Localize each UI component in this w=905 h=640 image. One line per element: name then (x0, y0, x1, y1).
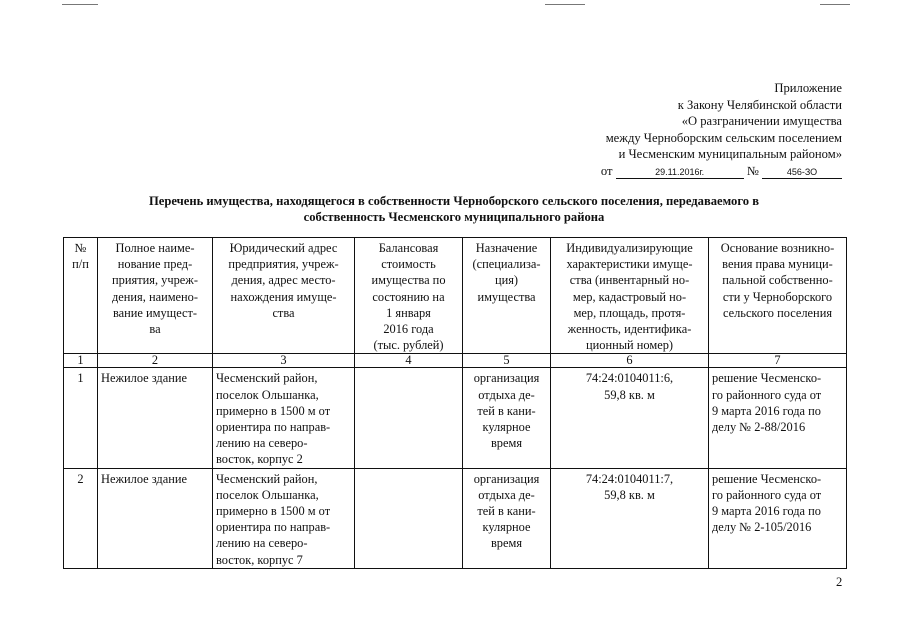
header-cell-characteristics: Индивидуализирующие характеристики имуще- ства (инвентарный но- мер, кадастровый но- мер, площадь, протя- женность, идентифика- ционный номер) (551, 238, 709, 354)
header-cell-number: № п/п (64, 238, 98, 354)
document-title: Перечень имущества, находящегося в собственности Черноборского сельского поселения, передаваемого в собственность Чесменского муниципального района (148, 194, 760, 224)
appendix-line: к Закону Челябинской области (677, 97, 842, 112)
row-name-cell: Нежилое здание (98, 468, 213, 568)
header-cell-name: Полное наиме- нование пред- приятия, учреж- дения, наимено- вание имущест- ва (98, 238, 213, 354)
header-cell-value: Балансовая стоимость имущества по состоянию на 1 января 2016 года (тыс. рублей) (355, 238, 463, 354)
header-cell-address: Юридический адрес предприятия, учреж- дения, адрес место- нахождения имуще- ства (213, 238, 355, 354)
header-cell-purpose: Назначение (специализа- ция) имущества (463, 238, 551, 354)
header-cell-basis: Основание возникно- вения права муници- пальной собственно- сти у Черноборского сельского поселения (709, 238, 847, 354)
row-basis-cell: решение Чесменско- го районного суда от 9 марта 2016 года по делу № 2-105/2016 (709, 468, 847, 568)
row-purpose-cell: организация отдыха де- тей в кани- кулярное время (463, 368, 551, 468)
law-date: 29.11.2016г. (616, 166, 744, 179)
row-name-cell: Нежилое здание (98, 368, 213, 468)
row-number-cell: 2 (64, 468, 98, 568)
row-address-cell: Чесменский район, поселок Ольшанка, примерно в 1500 м от ориентира по направ- лению на северо- восток, корпус 7 (213, 468, 355, 568)
column-number-cell: 3 (213, 354, 355, 368)
number-prefix: № (746, 163, 759, 178)
table-row (64, 468, 847, 568)
column-number-cell: 4 (355, 354, 463, 368)
row-number-cell: 1 (64, 368, 98, 468)
table-row (64, 368, 847, 468)
column-number-cell: 5 (463, 354, 551, 368)
appendix-line: Приложение (774, 81, 842, 95)
column-number-row (64, 354, 847, 368)
row-address-cell: Чесменский район, поселок Ольшанка, примерно в 1500 м от ориентира по направ- лению на северо- восток, корпус 2 (213, 368, 355, 468)
column-number-cell: 1 (64, 354, 98, 368)
law-number: 456-ЗО (762, 166, 842, 179)
appendix-line: «О разграничении имущества (681, 114, 842, 128)
appendix-line: между Черноборским сельским поселением (605, 130, 842, 145)
table-header-row (64, 238, 847, 354)
scan-artifact-line (545, 4, 585, 5)
page-number: 2 (836, 575, 843, 589)
row-purpose-cell: организация отдыха де- тей в кани- кулярное время (463, 468, 551, 568)
column-number-cell: 6 (551, 354, 709, 368)
column-number-cell: 7 (709, 354, 847, 368)
row-value-cell (355, 368, 463, 468)
row-basis-cell: решение Чесменско- го районного суда от 9 марта 2016 года по делу № 2-88/2016 (709, 368, 847, 468)
row-value-cell (355, 468, 463, 568)
property-table (63, 237, 847, 569)
row-characteristics-cell: 74:24:0104011:6, 59,8 кв. м (551, 368, 709, 468)
scan-artifact-line (62, 4, 98, 5)
column-number-cell: 2 (98, 354, 213, 368)
row-characteristics-cell: 74:24:0104011:7, 59,8 кв. м (551, 468, 709, 568)
date-prefix: от (600, 163, 613, 178)
law-date-number-line (601, 163, 842, 180)
appendix-line: и Чесменским муниципальным районом» (618, 147, 842, 161)
appendix-header (601, 80, 842, 179)
scan-artifact-line (820, 4, 850, 5)
